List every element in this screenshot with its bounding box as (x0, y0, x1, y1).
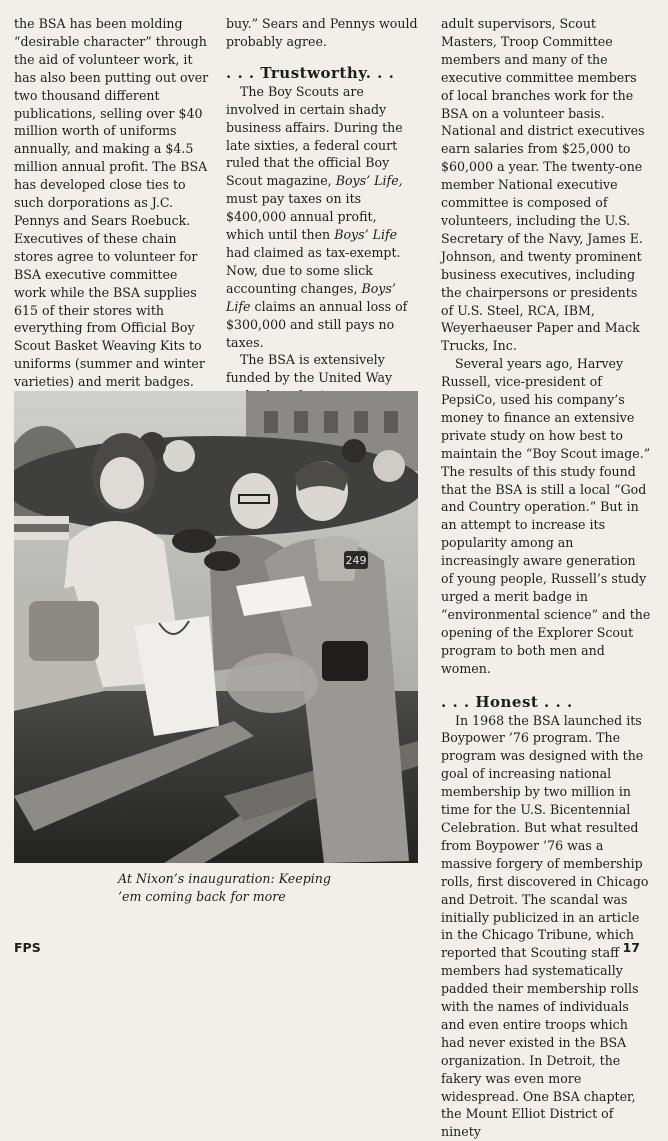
paragraph: the BSA has been molding “desirable character” through the aid of volunteer work, it has also been putting out over two thousand different publications, selling over $40 million worth of uniforms annually, and making a $4.5 million annual profit. The BSA has developed close ties to such dorporations as J.C. Pennys and Sears Roebuck. Executives of these chain stores agree to volunteer for BSA executive committee work while the BSA supplies 615 of their stores with everything from Official Boy Scout Basket Weaving Kits to uniforms (summer and winter varieties) and merit badges. (14, 16, 209, 390)
magazine-title: Boys’ Life (334, 227, 398, 243)
section-heading-trustworthy: . . . Trustworthy. . . (226, 63, 395, 82)
magazine-title: Boys’ Life (226, 280, 396, 314)
paragraph: The BSA is extensively funded by the United Way (226, 352, 393, 386)
article-column-3 (441, 15, 651, 1141)
badge-number: 249 (345, 554, 367, 567)
page-number: 17 (622, 940, 640, 955)
inauguration-photo (14, 391, 418, 863)
paragraph: In 1968 the BSA launched its Boypower ’76 program. The program was designed with the goal of increasing national membership by two million in time for the U.S. Bicentennial Celebration. But what resulted from Boypower ’76 was a massive forgery of membership rolls, first discovered in Chicago and Detroit. The scandal was initially publicized in an article in the Chicago Tribune, which reported that Scouting staff members had systematically padded their membership rolls with the names of individuals and even entire troops which had never existed in the BSA organization. In Detroit, the fakery was even more widespread. One BSA chapter, the Mount Elliot District of ninety (441, 712, 649, 1140)
photo-illustration (14, 391, 418, 863)
publication-initials: FPS (14, 940, 41, 955)
photo-caption: At Nixon’s inauguration: Keeping ’em coming back for more (118, 871, 331, 904)
paragraph: adult supervisors, Scout Masters, Troop Committee members and many of the executive committee members of local branches work for the BSA on a volunteer basis. National and district executives earn salaries from $25,000 to $60,000 a year. The twenty-one member National executive committee is composed of volunteers, including the U.S. Secretary of the Navy, James E. Johnson, and twenty prominent business executives, including the chairpersons or presidents of U.S. Steel, RCA, IBM, Weyerhaeuser Paper and Mack Trucks, Inc. (441, 16, 645, 354)
paragraph: The Boy Scouts are involved in certain shady business affairs. During the late sixties, a federal court ruled that the official Boy Scout magazine, Boys’ Life, must pay taxes on its $400,000 annual profit, which until then Boys’ Life had claimed as tax-exempt. Now, due to some slick accounting changes, Boys’ Life claims an annual loss of $300,000 and still pays no taxes. (226, 83, 408, 350)
magazine-title: Boys’ Life, (335, 173, 403, 189)
paragraph: buy.” Sears and Pennys would probably agree. (226, 16, 418, 49)
paragraph: Several years ago, Harvey Russell, vice-president of PepsiCo, used his company’s money to finance an extensive private study on how best to maintain the “Boy Scout image.” The results of this study found that the BSA is still a local “God and Country operation.” But in an attempt to increase its popularity among an increasingly aware generation of young people, Russell’s study urged a merit badge in “environmental science” and the opening of the Explorer Scout program to both men and women. (441, 356, 651, 676)
section-heading-honest: . . . Honest . . . (441, 692, 573, 711)
